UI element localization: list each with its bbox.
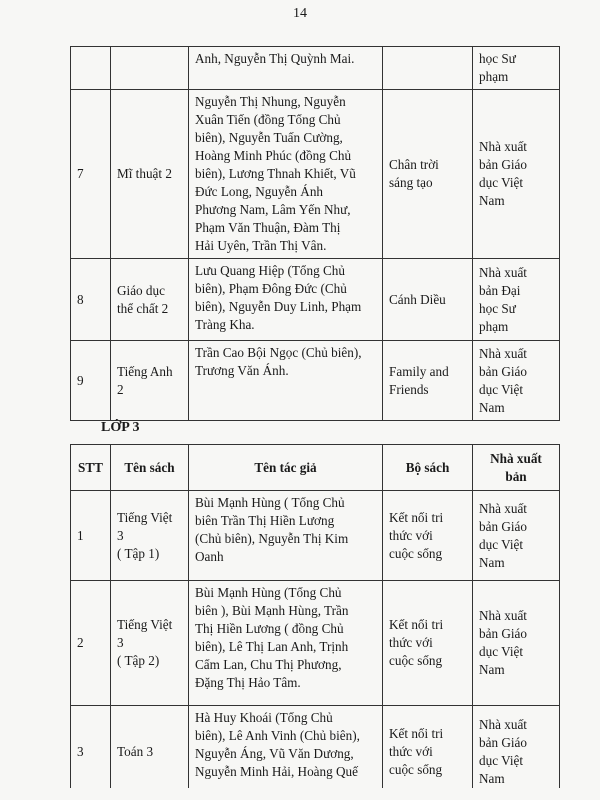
book-title-cell [111,259,189,341]
authors-line: Bùi Mạnh Hùng (Tổng Chủ [195,585,342,600]
publisher-line: Nhà xuất [479,608,527,623]
publisher-line: bản Giáo [479,518,527,534]
book-title-cell [111,47,189,90]
header-publisher-line: Nhà xuất [490,450,542,466]
series-line: cuộc sống [389,653,443,668]
authors-line: Oanh [195,549,224,564]
series-line: Family and [389,363,449,379]
book-table-continued [70,46,560,421]
page-number: 14 [293,6,307,21]
series-line: sáng tạo [389,175,433,190]
series-line: thức với [389,743,433,759]
book-title-line: thể chất 2 [117,300,169,316]
stt-cell: 9 [71,341,111,421]
publisher-line: Nam [479,662,505,677]
book-title-cell [111,90,189,259]
publisher-line: Nam [479,193,505,208]
header-authors: Tên tác giả [189,445,383,491]
authors-line: biên Trần Thị Hiền Lương [195,513,335,528]
publisher-cell [473,706,560,798]
authors-line: Phương Nam, Lâm Yến Như, [195,202,351,217]
series-line: Chân trời [389,157,439,172]
series-cell [383,491,473,581]
table-row [71,47,560,90]
book-title-line: Toán 3 [117,743,154,759]
authors-line: Đức Long, Nguyễn Ánh [195,184,324,199]
stt-cell: 2 [71,581,111,706]
header-series: Bộ sách [383,445,473,491]
publisher-line: Nam [479,554,505,570]
authors-line: Phạm Văn Thuận, Đàm Thị [195,220,341,235]
series-cell [383,47,473,90]
publisher-cell [473,90,560,259]
publisher-cell [473,259,560,341]
grade-3-heading: LỚP 3 [101,420,140,435]
stt-cell [71,47,111,90]
publisher-line: Nhà xuất [479,139,527,154]
publisher-line: Nam [479,770,505,786]
authors-line: Anh, Nguyễn Thị Quỳnh Mai. [195,51,355,66]
publisher-line: Nhà xuất [479,716,527,732]
authors-cell [189,341,383,421]
publisher-line: bản Giáo [479,363,527,379]
publisher-line: phạm [479,318,509,334]
publisher-line: dục Việt [479,381,524,397]
stt-cell: 8 [71,259,111,341]
stt-cell: 1 [71,491,111,581]
publisher-line: bản Giáo [479,626,527,641]
series-cell [383,90,473,259]
book-title-line: ( Tập 1) [117,545,160,561]
authors-line: Thị Hiền Lương ( đồng Chủ [195,621,344,636]
publisher-cell [473,491,560,581]
publisher-line: dục Việt [479,644,524,659]
authors-line: Nguyễn Thị Nhung, Nguyễn [195,94,346,109]
publisher-line: dục Việt [479,175,524,190]
header-book-title: Tên sách [111,445,189,491]
series-line: Kết nối tri [389,509,444,525]
grade-3-book-table [70,444,560,798]
header-publisher-line: bản [505,468,527,484]
table-row [71,90,560,259]
authors-line: Nguyễn Minh Hải, Hoàng Quế [195,764,358,779]
publisher-cell [473,47,560,90]
publisher-line: Nhà xuất [479,345,527,361]
publisher-line: dục Việt [479,536,524,552]
publisher-line: bản Giáo [479,734,527,750]
book-title-line: Giáo dục [117,282,165,298]
book-title-line: 2 [117,381,124,397]
series-line: Kết nối tri [389,725,444,741]
stt-cell: 7 [71,90,111,259]
series-line: Kết nối tri [389,617,444,632]
authors-cell [189,47,383,90]
authors-line: Cẩm Lan, Chu Thị Phương, [195,657,342,672]
book-title-line: 3 [117,635,124,650]
publisher-line: học Sư [479,51,516,66]
authors-line: Hoàng Minh Phúc (đồng Chủ [195,148,352,163]
authors-cell [189,491,383,581]
authors-line: biên), Lê Thị Lan Anh, Trịnh [195,639,349,654]
publisher-cell [473,341,560,421]
book-title-cell [111,581,189,706]
series-cell [383,259,473,341]
publisher-line: Nam [479,399,505,415]
authors-line: biên ), Bùi Mạnh Hùng, Trần [195,603,349,618]
book-title-line: Mĩ thuật 2 [117,166,172,181]
authors-line: Đặng Thị Hảo Tâm. [195,675,301,690]
book-title-line: Tiếng Việt [117,509,173,525]
book-title-line: ( Tập 2) [117,653,160,668]
book-title-cell [111,491,189,581]
series-cell [383,706,473,798]
publisher-line: dục Việt [479,752,524,768]
series-line: Friends [389,381,429,397]
authors-line: Trần Cao Bội Ngọc (Chủ biên), [195,345,362,360]
series-line: Cánh Diều [389,291,446,307]
authors-line: Nguyễn Áng, Vũ Văn Dương, [195,746,354,761]
book-title-line: Tiếng Anh [117,363,173,379]
authors-line: Hà Huy Khoái (Tổng Chủ [195,710,333,725]
table-row [71,491,560,581]
authors-line: biên), Nguyễn Tuấn Cường, [195,130,343,145]
authors-cell [189,90,383,259]
publisher-line: bản Giáo [479,157,527,172]
authors-line: Lưu Quang Hiệp (Tổng Chủ [195,263,345,278]
book-title-cell [111,706,189,798]
series-line: cuộc sống [389,761,443,777]
authors-line: biên), Phạm Đông Đức (Chủ [195,281,347,296]
table-row [71,341,560,421]
authors-line: Tràng Kha. [195,317,255,332]
table-row [71,581,560,706]
header-stt: STT [71,445,111,491]
publisher-cell [473,581,560,706]
authors-cell [189,706,383,798]
book-title-line: Tiếng Việt [117,617,173,632]
authors-line: biên), Lê Anh Vinh (Chủ biên), [195,728,360,743]
series-cell [383,341,473,421]
series-line: thức với [389,635,433,650]
authors-line: Hải Uyên, Trần Thị Vân. [195,238,327,253]
table-row [71,259,560,341]
authors-line: Trương Văn Ánh. [195,363,289,378]
authors-line: Bùi Mạnh Hùng ( Tổng Chủ [195,495,345,510]
publisher-line: bản Đại [479,282,521,298]
book-title-cell [111,341,189,421]
publisher-line: Nhà xuất [479,500,527,516]
table-header-row [71,445,560,491]
publisher-line: học Sư [479,300,516,316]
authors-cell [189,581,383,706]
series-line: thức với [389,527,433,543]
header-publisher [473,445,560,491]
authors-cell [189,259,383,341]
series-line: cuộc sống [389,545,443,561]
authors-line: biên), Lương Thnah Khiết, Vũ [195,166,356,181]
series-cell [383,581,473,706]
authors-line: (Chủ biên), Nguyễn Thị Kim [195,531,349,546]
authors-line: Xuân Tiến (đồng Tổng Chủ [195,112,341,127]
publisher-line: phạm [479,69,509,84]
publisher-line: Nhà xuất [479,264,527,280]
authors-line: biên), Nguyễn Duy Linh, Phạm [195,299,362,314]
stt-cell: 3 [71,706,111,798]
book-title-line: 3 [117,527,124,543]
table-row [71,706,560,798]
